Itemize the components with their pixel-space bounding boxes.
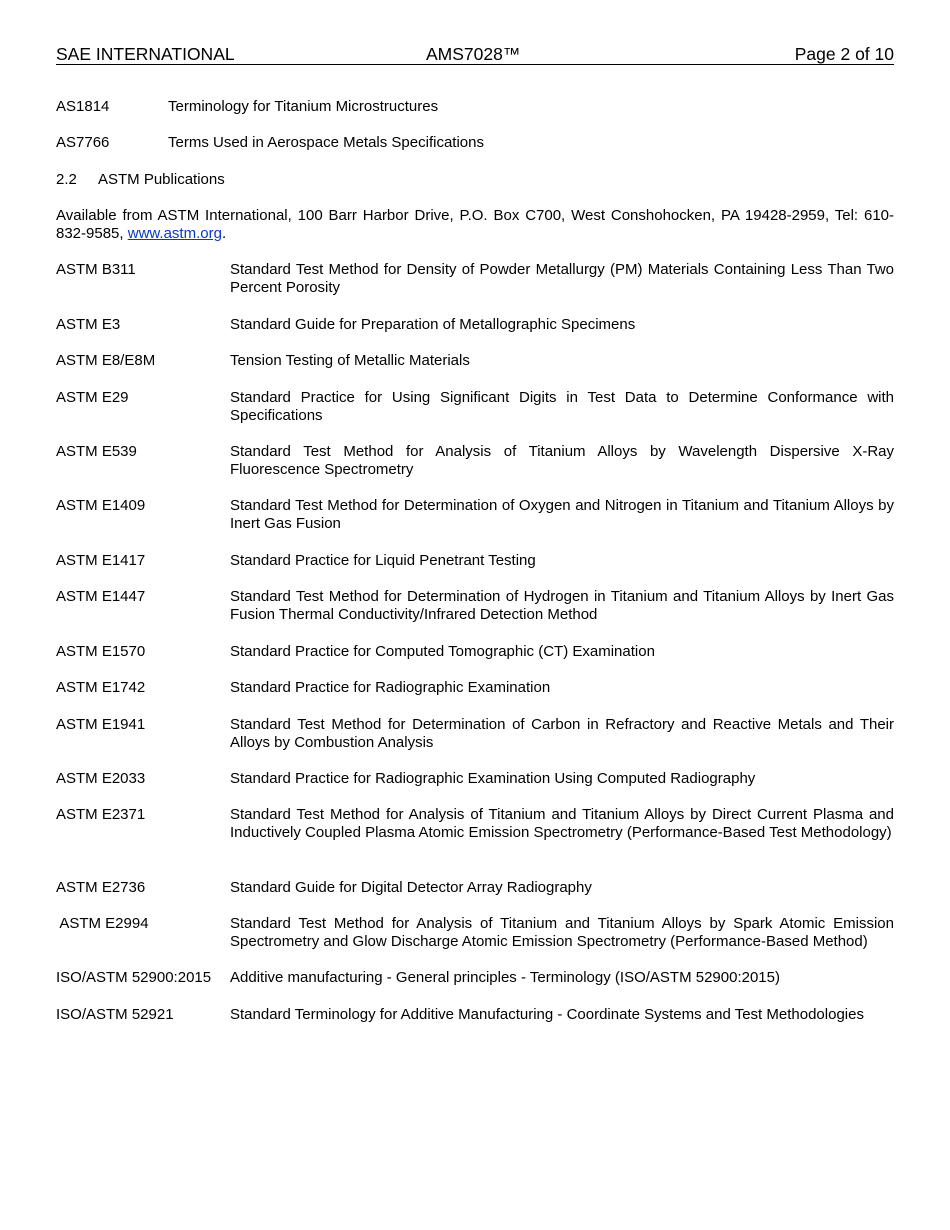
availability-text: Available from ASTM International, 100 Barr Harbor Drive, P.O. Box C700, West Conshohocken, PA 19428-2959, Tel: 610-832-9585, [56, 207, 894, 242]
reference-code: ASTM E1417 [56, 552, 146, 569]
header-page-number: Page 2 of 10 [794, 44, 894, 64]
reference-description: Standard Guide for Digital Detector Array Radiography [230, 879, 592, 896]
reference-description: Standard Test Method for Determination of Hydrogen in Titanium and Titanium Alloys by Inert Gas Fusion Thermal Conductivity/Infrared Detection Method [230, 588, 894, 623]
reference-code: ASTM E2994 [56, 915, 149, 932]
reference-code: ASTM E539 [56, 443, 137, 460]
header-document-id: AMS7028™ [426, 44, 521, 64]
reference-description: Standard Test Method for Determination of Oxygen and Nitrogen in Titanium and Titanium Alloys by Inert Gas Fusion [230, 497, 894, 532]
reference-code: ISO/ASTM 52921 [56, 1006, 174, 1023]
reference-description: Standard Test Method for Analysis of Titanium and Titanium Alloys by Direct Current Plasma and Inductively Coupled Plasma Atomic Emission Spectrometry (Performance-Based Test Methodology) [230, 806, 894, 841]
header-organization: SAE INTERNATIONAL [56, 44, 235, 64]
reference-code: ASTM E29 [56, 389, 129, 406]
page-header [56, 44, 894, 65]
reference-code: ASTM E1941 [56, 716, 146, 733]
reference-description: Standard Test Method for Density of Powder Metallurgy (PM) Materials Containing Less Than Two Percent Porosity [230, 261, 894, 296]
reference-description: Standard Test Method for Analysis of Titanium and Titanium Alloys by Spark Atomic Emission Spectrometry and Glow Discharge Atomic Emission Spectrometry (Performance-Based Method) [230, 915, 894, 950]
reference-code: ASTM E8/E8M [56, 352, 156, 369]
reference-code: ASTM E2033 [56, 770, 146, 787]
reference-description: Standard Terminology for Additive Manufacturing - Coordinate Systems and Test Methodologies [230, 1006, 864, 1023]
reference-code: ASTM E2736 [56, 879, 146, 896]
reference-description: Standard Test Method for Determination of Carbon in Refractory and Reactive Metals and Their Alloys by Combustion Analysis [230, 716, 894, 751]
reference-code: AS1814 [56, 98, 110, 115]
reference-code: ASTM E3 [56, 316, 121, 333]
reference-description: Standard Practice for Using Significant Digits in Test Data to Determine Conformance with Specifications [230, 389, 894, 424]
reference-code: ASTM E1409 [56, 497, 146, 514]
astm-website-link[interactable]: www.astm.org [127, 225, 222, 242]
reference-code: AS7766 [56, 134, 110, 151]
section-title: ASTM Publications [98, 171, 225, 188]
reference-code: ASTM E2371 [56, 806, 146, 823]
reference-description: Standard Guide for Preparation of Metallographic Specimens [230, 316, 636, 333]
availability-end: . [221, 225, 227, 242]
reference-code: ASTM E1570 [56, 643, 146, 660]
reference-code: ASTM E1742 [56, 679, 146, 696]
reference-description: Terms Used in Aerospace Metals Specifications [168, 134, 484, 151]
reference-description: Standard Practice for Radiographic Examination [230, 679, 551, 696]
reference-description: Terminology for Titanium Microstructures [168, 98, 439, 115]
reference-description: Standard Practice for Computed Tomographic (CT) Examination [230, 643, 655, 660]
reference-description: Standard Practice for Liquid Penetrant Testing [230, 552, 536, 569]
reference-description: Tension Testing of Metallic Materials [230, 352, 470, 369]
reference-description: Standard Practice for Radiographic Examination Using Computed Radiography [230, 770, 756, 787]
reference-code: ASTM E1447 [56, 588, 146, 605]
availability-paragraph [56, 207, 894, 243]
reference-description: Additive manufacturing - General principles - Terminology (ISO/ASTM 52900:2015) [230, 969, 780, 986]
reference-code: ISO/ASTM 52900:2015 [56, 969, 212, 986]
section-number: 2.2 [56, 171, 77, 188]
reference-code: ASTM B311 [56, 261, 136, 278]
reference-description: Standard Test Method for Analysis of Titanium Alloys by Wavelength Dispersive X-Ray Fluorescence Spectrometry [230, 443, 894, 478]
